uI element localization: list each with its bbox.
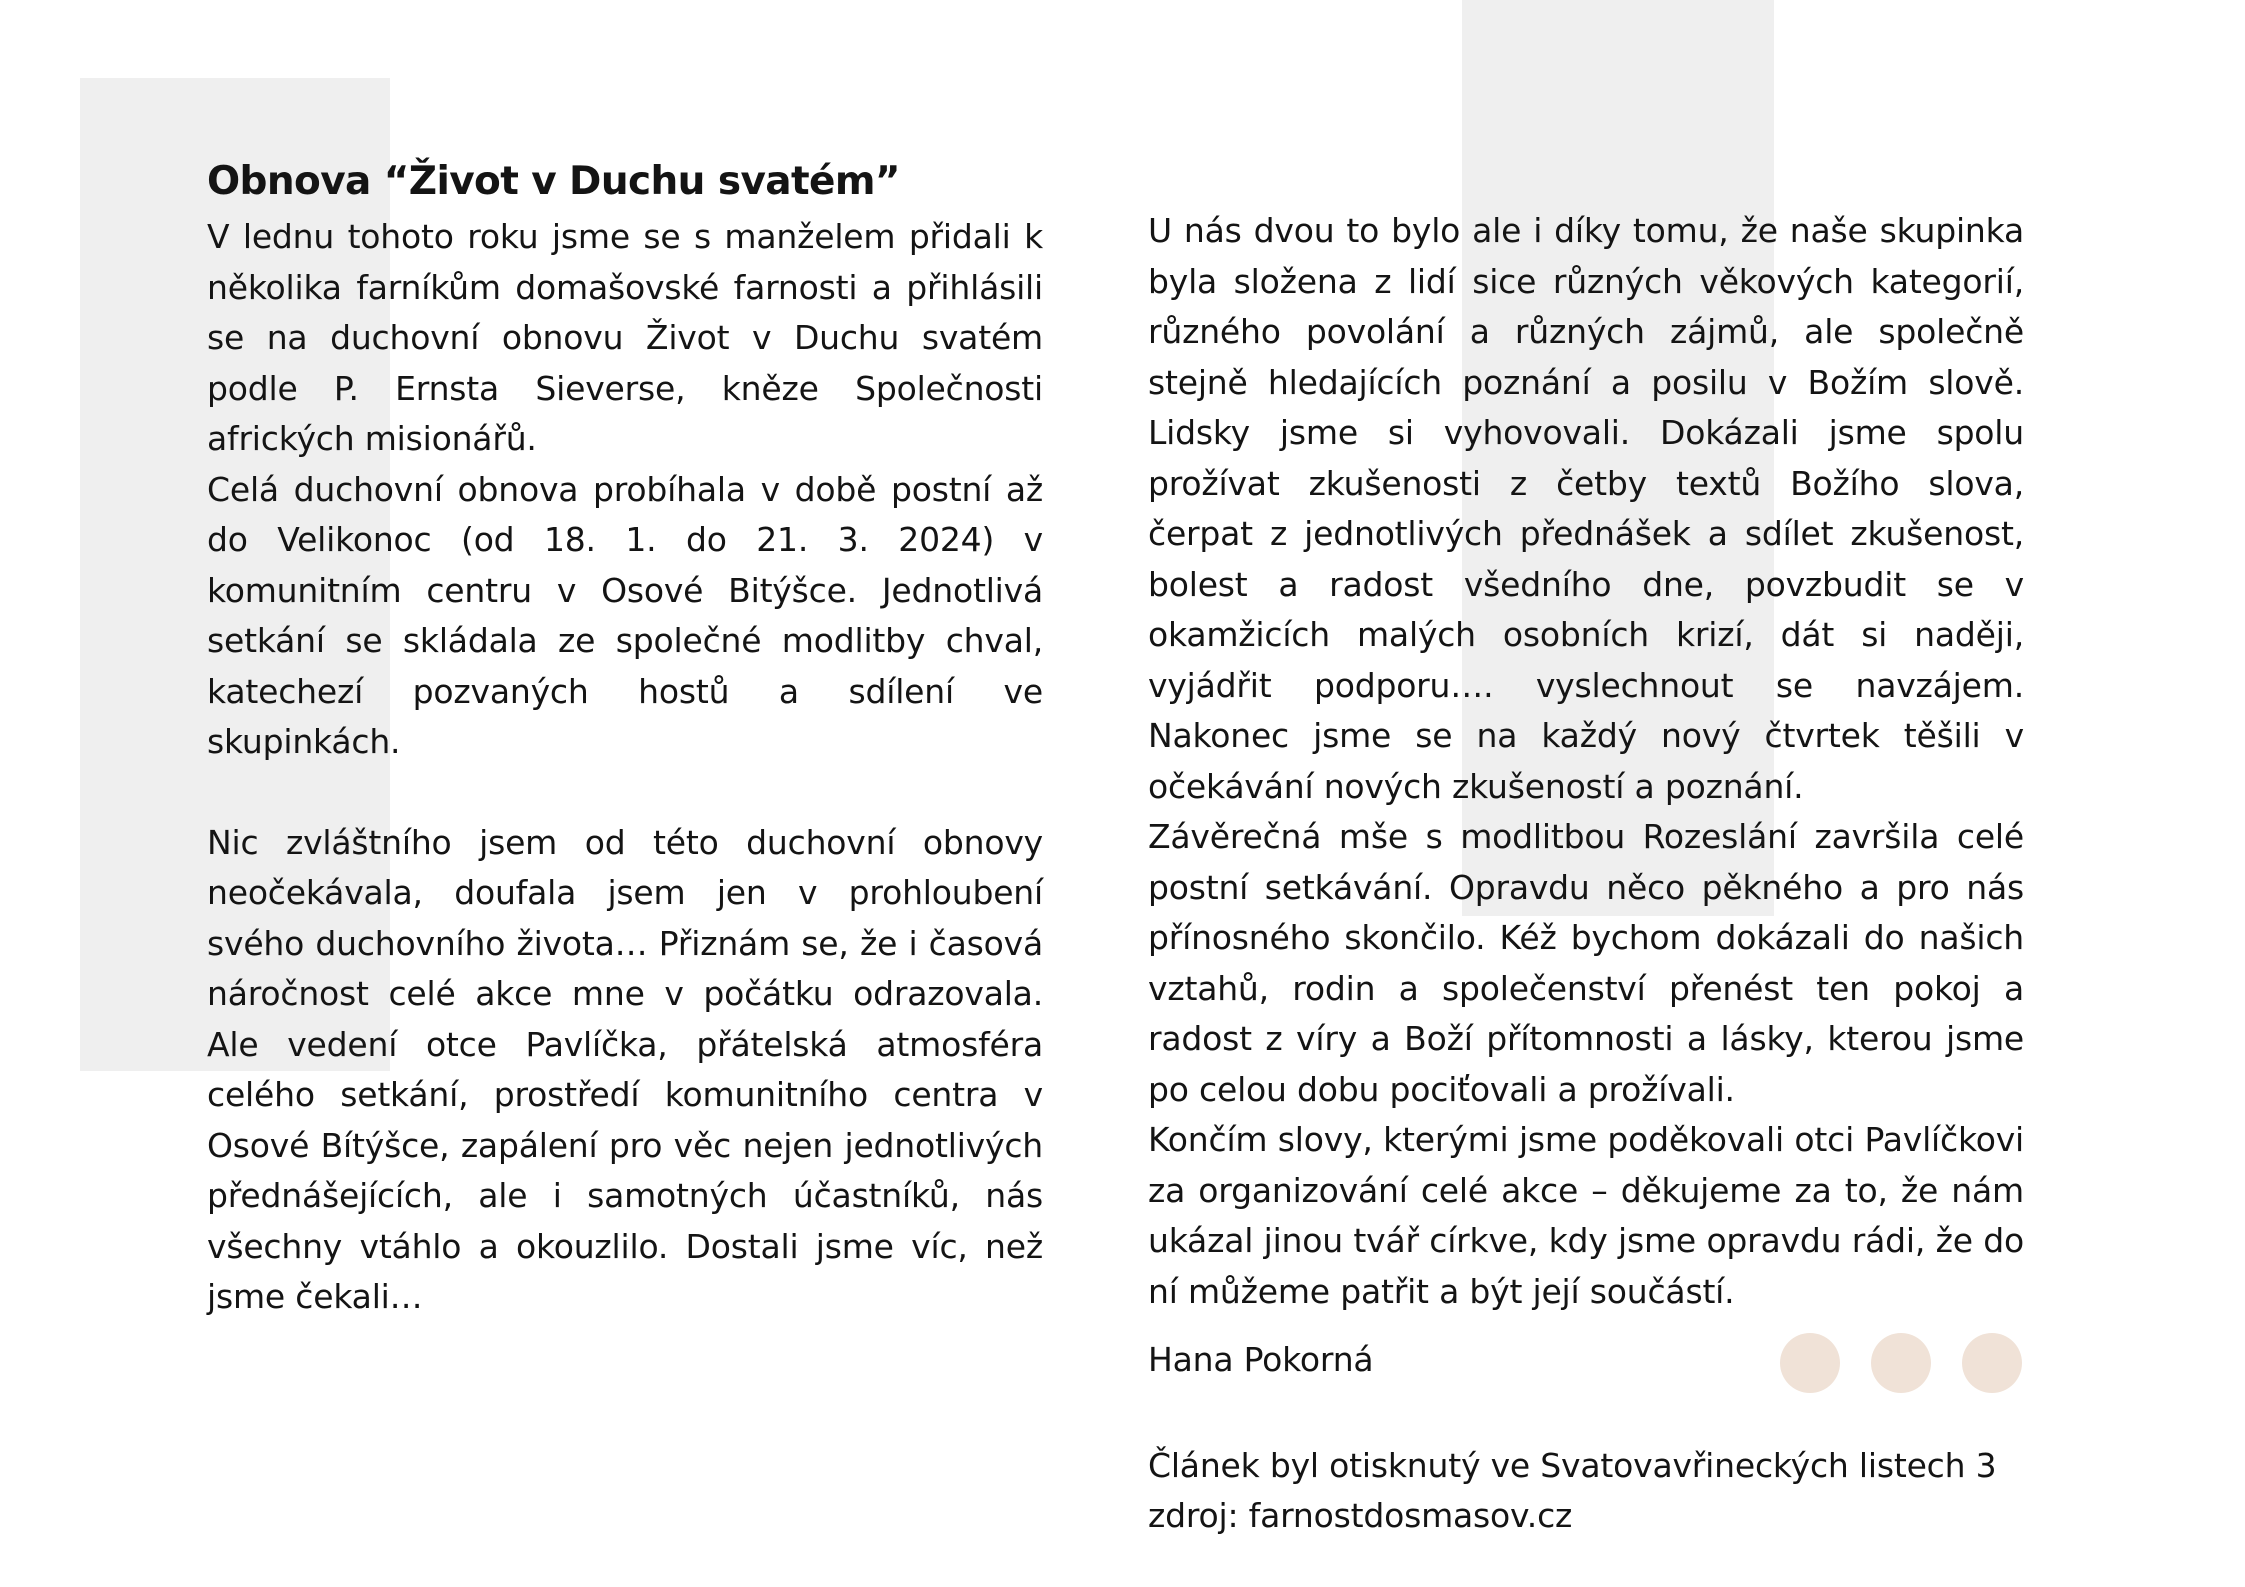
article-author: Hana Pokorná — [1148, 1340, 1374, 1379]
article-paragraph: U nás dvou to bylo ale i díky tomu, že naše skupinka byla složena z lidí sice různých věkových kategorií, různého povolání a různých zájmů, ale společně stejně hledajících poznání a posilu v Božím slově. Lidsky jsme si vyhovovali. Dokázali jsme spolu prožívat zkušenosti z četby textů Božího slova, čerpat z jednotlivých přednášek a sdílet zkušenost, bolest a radost všedního dne, povzbudit se v okamžicích malých osobních krizí, dát si naději, vyjádřit podporu…. vyslechnout se navzájem. Nakonec jsme se na každý nový čtvrtek těšili v očekávání nových zkušeností a poznání. — [1148, 211, 2024, 806]
left-column — [207, 152, 1043, 1323]
article-source — [1148, 1441, 2024, 1542]
decorative-dot — [1780, 1333, 1840, 1393]
article-paragraph: Celá duchovní obnova probíhala v době postní až do Velikonoc (od 18. 1. do 21. 3. 2024) v komunitním centru v Osové Bitýšce. Jednotlivá setkání se skládala ze společné modlitby chval, katechezí pozvaných hostů a sdílení ve skupinkách. — [207, 469, 1043, 761]
article-paragraph: V lednu tohoto roku jsme se s manželem přidali k několika farníkům domašovské farnosti a přihlásili se na duchovní obnovu Život v Duchu svatém podle P. Ernsta Sieverse, kněze Společnosti afrických misionářů. — [207, 217, 1043, 458]
decorative-dots — [1780, 1333, 2022, 1393]
article-paragraph: Končím slovy, kterými jsme poděkovali otci Pavlíčkovi za organizování celé akce – děkujeme za to, že nám ukázal jinou tvář církve, kdy jsme opravdu rádi, že do ní můžeme patřit a být její součástí. — [1148, 1120, 2024, 1311]
decorative-dot — [1962, 1333, 2022, 1393]
decorative-dot — [1871, 1333, 1931, 1393]
source-link: zdroj: farnostdosmasov.cz — [1148, 1496, 1573, 1535]
source-note: Článek byl otisknutý ve Svatovavřineckých listech 3 — [1148, 1445, 1997, 1485]
article-title: Obnova “Život v Duchu svatém” — [207, 159, 900, 204]
article-paragraph: Závěrečná mše s modlitbou Rozeslání završila celé postní setkávání. Opravdu něco pěkného a pro nás přínosného skončilo. Kéž bychom dokázali do našich vztahů, rodin a společenství přenést ten pokoj a radost z víry a Boží přítomnosti a lásky, kterou jsme po celou dobu pociťovali a prožívali. — [1148, 817, 2024, 1109]
article-paragraph: Nic zvláštního jsem od této duchovní obnovy neočekávala, doufala jsem jen v prohloubení svého duchovního života… Přiznám se, že i časová náročnost celé akce mne v počátku odrazovala. Ale vedení otce Pavlíčka, přátelská atmosféra celého setkání, prostředí komunitního centra v Osové Bítýšce, zapálení pro věc nejen jednotlivých přednášejících, ale i samotných účastníků, nás všechny vtáhlo a okouzlilo. Dostali jsme víc, než jsme čekali… — [207, 822, 1043, 1316]
